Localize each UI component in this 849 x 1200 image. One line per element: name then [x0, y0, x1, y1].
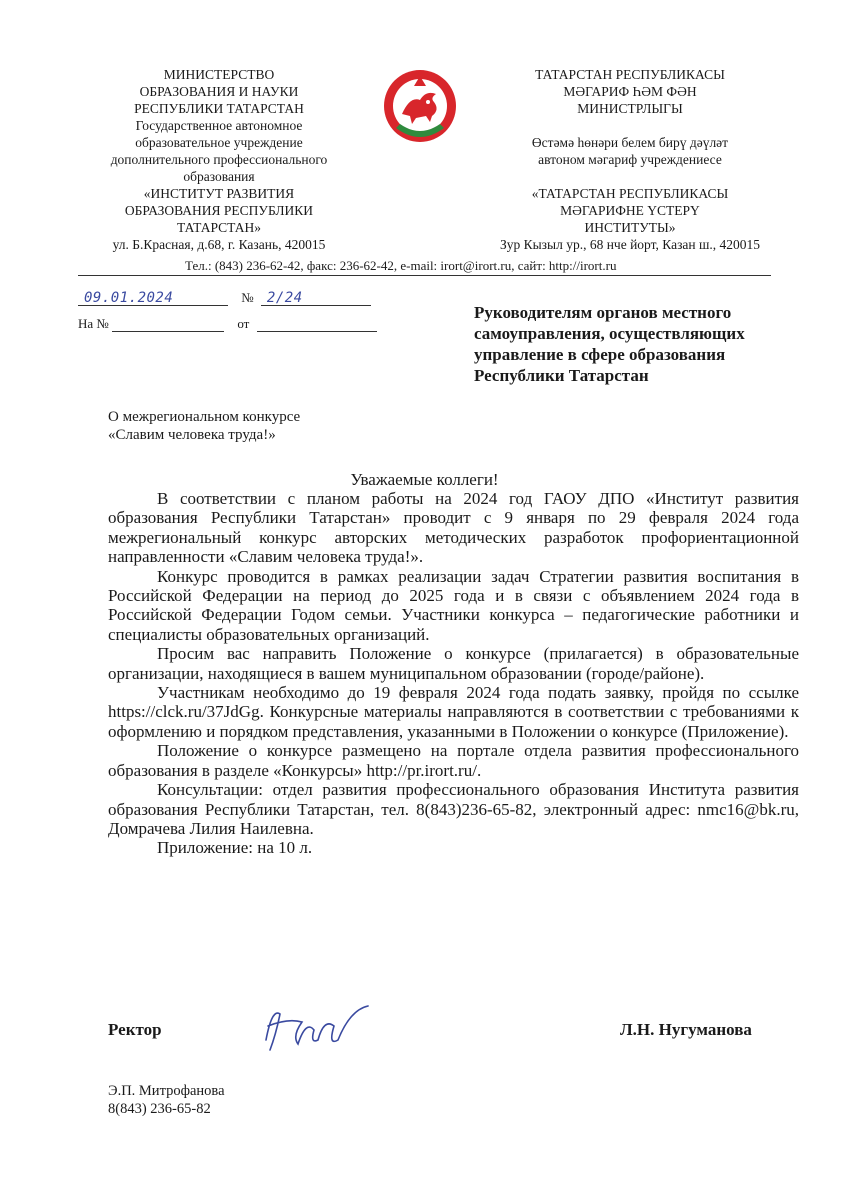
header-divider — [78, 275, 771, 276]
contacts-line: Тел.: (843) 236-62-42, факс: 236-62-42, e-mail: irort@irort.ru, сайт: http://irort.ru — [185, 258, 617, 273]
signer-title: Ректор — [108, 1020, 162, 1039]
greeting: Уважаемые коллеги! — [350, 470, 499, 489]
org-line: дополнительного профессионального — [110, 152, 328, 167]
ref-date-field — [257, 317, 377, 332]
number-field — [261, 291, 371, 306]
org-line: ТАТАРСТАН РЕСПУБЛИКАСЫ — [535, 67, 725, 82]
executor-name: Э.П. Митрофанова — [108, 1083, 225, 1099]
org-line: РЕСПУБЛИКИ ТАТАРСТАН — [134, 101, 304, 116]
org-address: Зур Кызыл ур., 68 нче йорт, Казан ш., 420015 — [499, 237, 761, 252]
registration-block — [78, 290, 371, 306]
handwritten-date: 09.01.2024 — [84, 290, 174, 306]
number-label: № — [241, 290, 254, 305]
body-paragraph: Консультации: отдел развития профессионального образования Института развития образования Республики Татарстан, тел. 8(843)236-65-82, электронный адрес: nmc16@bk.ru, Домрачева Лилия Наилевна. — [108, 780, 799, 838]
org-line: ТАТАРСТАН» — [177, 220, 261, 235]
addressee: Руководителям органов местного самоуправления, осуществляющих управление в сфере образования Республики Татарстан — [474, 303, 745, 385]
org-line: ОБРАЗОВАНИЯ РЕСПУБЛИКИ — [124, 203, 314, 218]
handwritten-number: 2/24 — [266, 290, 303, 306]
org-line: Өстәмә һөнәри белем бирү дәүләт — [531, 135, 729, 150]
org-line: автоном мәгариф учреждениесе — [538, 152, 722, 167]
org-line: МИНИСТЕРСТВО — [163, 67, 275, 82]
org-header-left — [88, 66, 350, 253]
subject-line: «Славим человека труда!» — [108, 427, 276, 443]
body-paragraph: Просим вас направить Положение о конкурсе (прилагается) в образовательные организации, находящиеся в вашем муниципальном образовании (городе/районе). — [108, 644, 799, 683]
org-line: МӘГАРИФНЕ ҮСТЕРҮ — [560, 203, 700, 218]
signer-name: Л.Н. Нугуманова — [620, 1020, 752, 1039]
ref-number-field — [112, 317, 224, 332]
org-line: «ИНСТИТУТ РАЗВИТИЯ — [143, 186, 295, 201]
body-paragraph: Приложение: на 10 л. — [157, 838, 313, 858]
tatarstan-emblem-icon — [380, 66, 460, 146]
org-line: образования — [183, 169, 255, 184]
body-paragraph: Конкурс проводится в рамках реализации задач Стратегии развития воспитания в Российской Федерации на период до 2025 года и в связи с объявлением 2024 года в Российской Федерации Годом семьи. Участники конкурса – педагогические работники и специалисты образовательных организаций. — [108, 566, 799, 644]
org-address: ул. Б.Красная, д.68, г. Казань, 420015 — [112, 237, 326, 252]
handwritten-signature-icon — [258, 1000, 378, 1060]
body-paragraph: Положение о конкурсе размещено на портале отдела развития профессионального образования в разделе «Конкурсы» http://pr.irort.ru/. — [108, 741, 799, 780]
from-label: от — [237, 316, 250, 331]
subject-line: О межрегиональном конкурсе — [108, 409, 301, 425]
letter-body — [108, 489, 799, 858]
ref-label: На № — [78, 316, 109, 331]
reference-block — [78, 316, 377, 332]
org-line: Государственное автономное — [135, 118, 303, 133]
body-paragraph: В соответствии с планом работы на 2024 год ГАОУ ДПО «Институт развития образования Республики Татарстан» проводит с 9 января по 29 февраля 2024 года межрегиональный конкурс авторских методических разработок профориентационной направленности «Славим человека труда!». — [108, 489, 799, 567]
letter-subject — [108, 408, 300, 444]
org-line: ИНСТИТУТЫ» — [584, 220, 676, 235]
body-paragraph: Участникам необходимо до 19 февраля 2024 года подать заявку, пройдя по ссылке https://clck.ru/37JdGg. Конкурсные материалы направляются в соответствии с требованиями к оформлению и порядком представления, указанными в Положении о конкурсе (Приложение). — [108, 683, 799, 741]
org-line: МИНИСТРЛЫГЫ — [577, 101, 683, 116]
org-header-right — [480, 66, 780, 253]
date-field — [78, 291, 228, 306]
org-line: образовательное учреждение — [135, 135, 303, 150]
org-line: МӘГАРИФ ҺӘМ ФӘН — [563, 84, 697, 99]
org-line: ОБРАЗОВАНИЯ И НАУКИ — [139, 84, 299, 99]
executor-block — [108, 1082, 225, 1118]
org-line: «ТАТАРСТАН РЕСПУБЛИКАСЫ — [531, 186, 729, 201]
executor-phone: 8(843) 236-65-82 — [108, 1101, 211, 1117]
